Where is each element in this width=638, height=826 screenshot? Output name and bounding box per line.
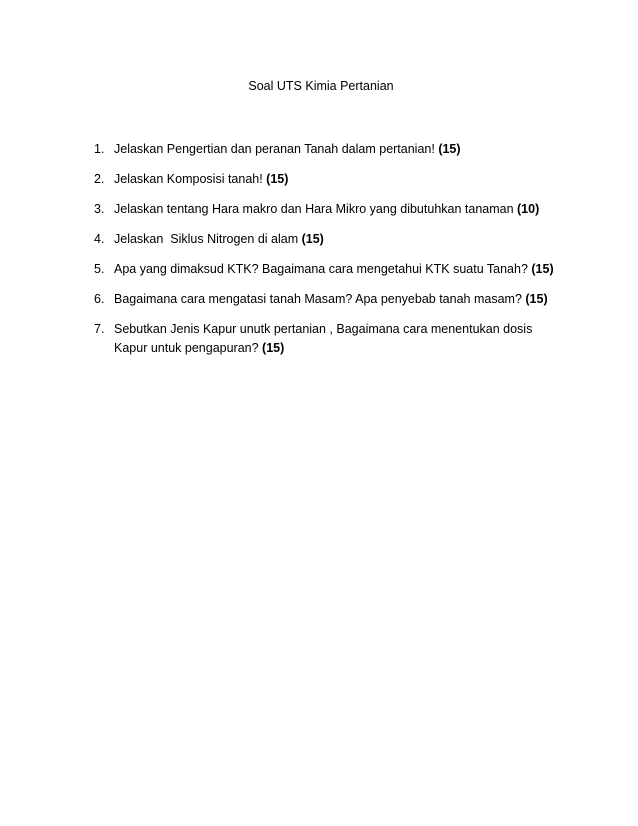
question-text: Jelaskan Komposisi tanah! xyxy=(114,172,267,186)
question-number: 3. xyxy=(94,202,105,216)
question-text: Bagaimana cara mengatasi tanah Masam? Apa penyebab tanah masam? xyxy=(114,292,526,306)
question-points: (15) xyxy=(438,142,461,156)
question-number: 2. xyxy=(94,172,105,186)
question-text: Sebutkan Jenis Kapur unutk pertanian , Bagaimana cara menentukan dosis Kapur untuk pengapuran? xyxy=(114,322,536,355)
question-item-5 xyxy=(94,260,564,279)
question-number: 4. xyxy=(94,232,105,246)
question-points: (15) xyxy=(525,292,548,306)
question-points: (15) xyxy=(266,172,289,186)
question-points: (15) xyxy=(301,232,324,246)
question-list xyxy=(94,140,564,369)
question-number: 6. xyxy=(94,292,105,306)
question-points: (15) xyxy=(262,341,285,355)
question-text: Apa yang dimaksud KTK? Bagaimana cara mengetahui KTK suatu Tanah? xyxy=(114,262,532,276)
question-number: 7. xyxy=(94,322,105,336)
question-item-2 xyxy=(94,170,564,189)
question-text: Jelaskan Siklus Nitrogen di alam xyxy=(114,232,302,246)
question-number: 5. xyxy=(94,262,105,276)
question-text: Jelaskan tentang Hara makro dan Hara Mikro yang dibutuhkan tanaman xyxy=(114,202,518,216)
document-title: Soal UTS Kimia Pertanian xyxy=(248,79,394,93)
question-item-6 xyxy=(94,290,564,309)
question-number: 1. xyxy=(94,142,105,156)
question-points: (15) xyxy=(531,262,554,276)
question-points: (10) xyxy=(517,202,540,216)
question-text: Jelaskan Pengertian dan peranan Tanah dalam pertanian! xyxy=(114,142,439,156)
question-item-1 xyxy=(94,140,564,159)
question-item-3 xyxy=(94,200,564,219)
question-item-7 xyxy=(94,320,564,358)
question-item-4 xyxy=(94,230,564,249)
